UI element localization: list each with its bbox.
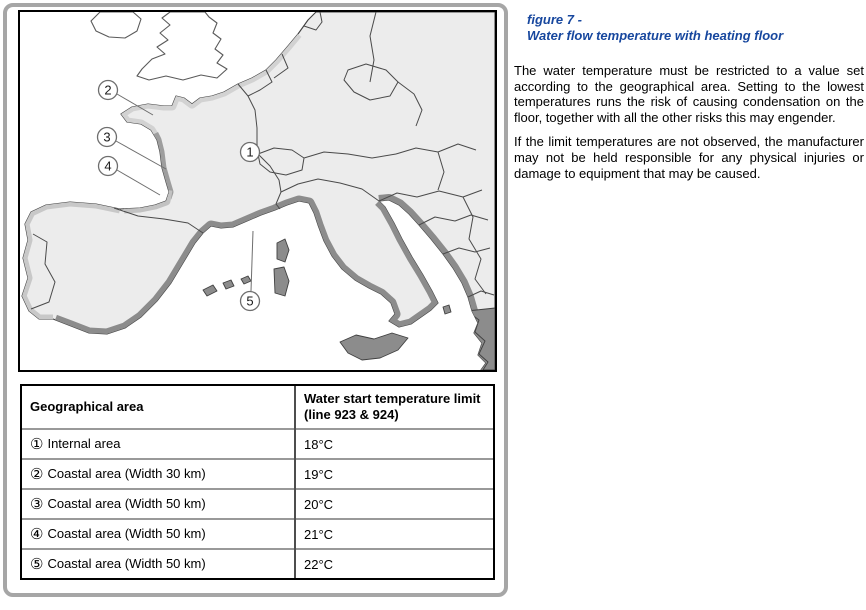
balearic-island-2 xyxy=(223,280,234,289)
ionian-island xyxy=(443,305,451,314)
limit-cell: 18°C xyxy=(295,429,493,459)
callout-1 xyxy=(241,143,260,162)
europe-map xyxy=(18,10,497,372)
callout-1-label: 1 xyxy=(246,144,254,160)
zone4-coastal-band xyxy=(124,190,168,209)
figure-number: figure 7 - xyxy=(527,12,582,27)
table-row xyxy=(22,549,493,578)
corsica xyxy=(277,239,289,262)
callout-5-leader xyxy=(251,231,253,291)
great-britain xyxy=(137,12,227,80)
limit-cell: 19°C xyxy=(295,459,493,489)
temperature-table xyxy=(20,384,495,580)
callout-5 xyxy=(241,292,260,311)
area-cell xyxy=(22,549,295,578)
sicily xyxy=(340,333,408,360)
figure-title: Water flow temperature with heating floor xyxy=(527,28,784,43)
circled-number-4: ④ xyxy=(30,526,44,543)
table-row xyxy=(22,519,493,549)
circled-number-3: ③ xyxy=(30,496,44,513)
balearic-island-3 xyxy=(241,276,251,284)
figure-caption xyxy=(527,12,861,44)
area-cell xyxy=(22,489,295,519)
callout-3 xyxy=(98,128,117,147)
area-cell xyxy=(22,429,295,459)
callout-3-label: 3 xyxy=(103,129,111,145)
callout-4-label: 4 xyxy=(104,158,112,174)
limit-cell: 21°C xyxy=(295,519,493,549)
circled-number-5: ⑤ xyxy=(30,556,44,573)
callout-5-label: 5 xyxy=(246,293,254,309)
area-cell xyxy=(22,459,295,489)
table-row xyxy=(22,489,493,519)
limit-cell: 22°C xyxy=(295,549,493,578)
europe-map-svg xyxy=(20,12,495,370)
callout-4 xyxy=(99,157,118,176)
circled-number-1: ① xyxy=(30,436,44,453)
table-header-row xyxy=(22,386,493,429)
callout-2-label: 2 xyxy=(104,82,112,98)
header-water-start-temperature: Water start temperature limit (line 923 & 924) xyxy=(304,391,481,422)
callout-4-leader xyxy=(117,170,160,195)
sardinia xyxy=(274,267,289,296)
circled-number-2: ② xyxy=(30,466,44,483)
body-text xyxy=(514,63,864,181)
area-label: Coastal area (Width 50 km) xyxy=(47,556,206,571)
balearic-island-1 xyxy=(203,285,217,296)
callout-2 xyxy=(99,81,118,100)
paragraph-disclaimer: If the limit temperatures are not observed, the manufacturer may not be held responsible for any physical injuries or damage to equipment that may be caused. xyxy=(514,134,864,181)
area-label: Coastal area (Width 50 km) xyxy=(47,496,206,511)
limit-cell: 20°C xyxy=(295,489,493,519)
paragraph-restriction: The water temperature must be restricted to a value set according to the geographical area. Setting to the lowest temperatures runs the risk of causing condensation on the floor, together with all the other risks this may engender. xyxy=(514,63,864,125)
area-label: Coastal area (Width 30 km) xyxy=(47,466,206,481)
area-label: Coastal area (Width 50 km) xyxy=(47,526,206,541)
continent-landmass xyxy=(22,12,495,370)
table-row xyxy=(22,429,493,459)
area-label: Internal area xyxy=(47,436,121,451)
table-row xyxy=(22,459,493,489)
header-geographical-area: Geographical area xyxy=(22,386,295,429)
ireland xyxy=(91,12,141,38)
area-cell xyxy=(22,519,295,549)
